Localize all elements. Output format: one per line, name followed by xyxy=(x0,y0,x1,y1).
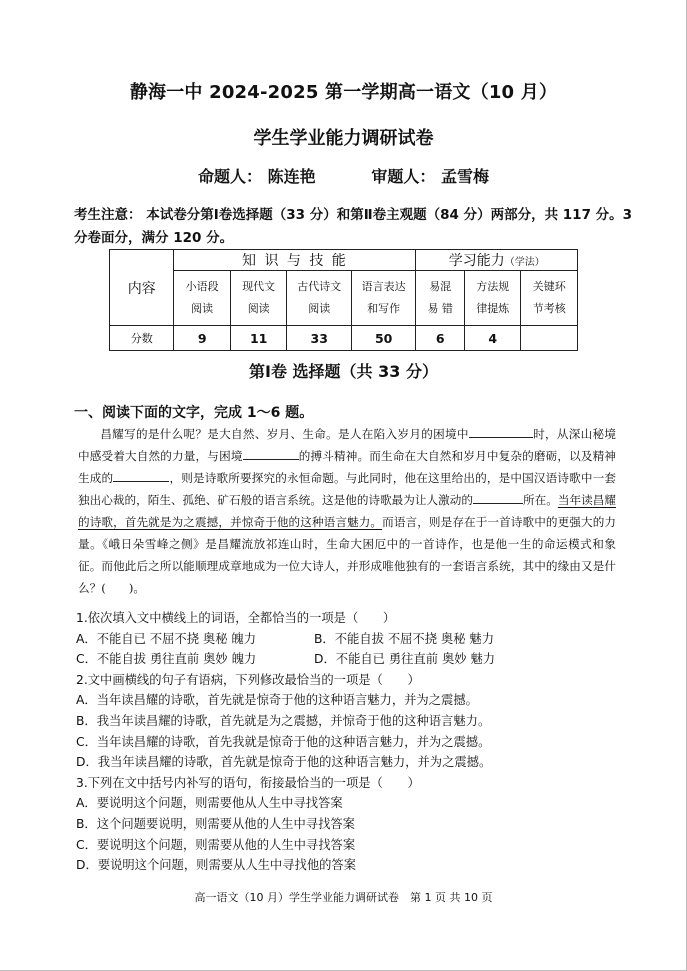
table-col-header: 古代诗文 阅读 xyxy=(287,271,351,326)
ability-label: 学习能力 xyxy=(448,253,505,269)
passage-text: 时，从深山秘境中感受着大自然的力量，与困境 xyxy=(78,427,616,463)
passage-text: 昌耀写的是什么呢？是大自然、岁月、生命。是人在陷入岁月的困境中 xyxy=(100,427,469,441)
passage-text: 的搏斗精神。而生命在大自然和岁月中复杂的磨砺，以及精神生成的 xyxy=(78,449,616,485)
table-col-header: 易混 易 错 xyxy=(416,271,465,326)
table-score-cell: 4 xyxy=(464,326,520,351)
fill-blank xyxy=(113,469,169,482)
underlined-sentence: 当年读昌耀的诗歌，首先就是为之震撼，并惊奇于他的这种语言魅力。 xyxy=(78,493,616,529)
fill-blank xyxy=(469,425,533,438)
reviewer-label: 审题人： xyxy=(371,167,436,186)
passage-text: ，则是诗歌所要探究的永恒命题。与此同时，他在这里给出的，是中国汉语诗歌中一套独出心裁的，陌生、孤绝、矿石般的语言系统。这是他的诗歌最为让人激动的 xyxy=(78,471,616,507)
option-a[interactable]: A．当年读昌耀的诗歌，首先就是惊奇于他的这种语言魅力，并为之震撼。 xyxy=(76,693,478,708)
section-title: 第Ⅰ卷 选择题（共 33 分） xyxy=(249,362,438,381)
option-a[interactable]: A．要说明这个问题，则需要他从人生中寻找答案 xyxy=(76,796,343,811)
table-score-cell: 11 xyxy=(230,326,287,351)
table-score-label: 分数 xyxy=(110,326,174,351)
option-a[interactable]: A．不能自已 不屈不挠 奥秘 魄力 xyxy=(76,631,256,646)
option-d[interactable]: D．我当年读昌耀的诗歌，首先就是惊奇于他的这种语言魅力，并为之震撼。 xyxy=(76,755,492,770)
option-row xyxy=(76,629,636,650)
passage-text: 而语言，则是存在于一首诗歌中的更强大的力量。《峨日朵雪峰之侧》是昌耀流放祁连山时，生命大困厄中的一首诗作，也是他一生的命运模式和象征。而他此后之所以能顺理成章地成为一位大诗人，并形成唯他独有的一套语言系统，其中的缘由又是什么？( )。 xyxy=(78,515,616,595)
score-distribution-table xyxy=(109,249,578,351)
option-b[interactable]: B．这个问题要说明，则需要从他的人生中寻找答案 xyxy=(76,816,355,831)
page-footer: 高一语文（10 月）学生学业能力调研试卷 第 1 页 共 10 页 xyxy=(194,891,493,904)
table-col-header: 语言表达 和写作 xyxy=(351,271,415,326)
ability-note: （学法） xyxy=(504,257,545,268)
option-c[interactable]: C．当年读昌耀的诗歌，首先我就是惊奇于他的这种语言魅力，并为之震撼。 xyxy=(76,734,491,749)
table-col-header: 方法规 律提炼 xyxy=(464,271,520,326)
option-b[interactable]: B．我当年读昌耀的诗歌，首先就是为之震撼，并惊奇于他的这种语言魅力。 xyxy=(76,713,491,728)
option-d[interactable]: D．不能自已 勇往直前 奥妙 魅力 xyxy=(314,652,496,667)
table-row-label: 内容 xyxy=(110,250,174,326)
fill-blank xyxy=(243,447,299,460)
option-d[interactable]: D．要说明这个问题，则需要从人生中寻找他的答案 xyxy=(76,858,357,873)
question-stem: 3.下列在文中括号内补写的语句，衔接最恰当的一项是（ ） xyxy=(76,775,420,790)
fill-blank xyxy=(473,491,523,504)
exam-subtitle: 学生学业能力调研试卷 xyxy=(253,128,434,149)
option-c[interactable]: C．要说明这个问题，则需要从他的人生中寻找答案 xyxy=(76,837,356,852)
table-score-cell: 9 xyxy=(174,326,230,351)
option-row xyxy=(76,649,636,670)
table-score-cell: 50 xyxy=(351,326,415,351)
table-group-knowledge: 知 识 与 技 能 xyxy=(174,250,416,271)
reading-passage xyxy=(78,423,616,599)
exam-notice: 考生注意： 本试卷分第Ⅰ卷选择题（33 分）和第Ⅱ卷主观题（84 分）两部分，共 117 分。3 分卷面分，满分 120 分。 xyxy=(74,207,633,246)
author-line xyxy=(0,164,687,187)
passage-text: 所在。 xyxy=(523,493,558,507)
table-col-header: 现代文 阅读 xyxy=(230,271,287,326)
question-list xyxy=(76,608,636,876)
question-stem: 1.依次填入文中横线上的词语，全都恰当的一项是（ ） xyxy=(76,611,396,625)
table-score-cell: 33 xyxy=(287,326,351,351)
reviewer-name: 孟雪梅 xyxy=(440,167,489,186)
table-score-cell: 6 xyxy=(416,326,465,351)
exam-title: 静海一中 2024-2025 第一学期高一语文（10 月） xyxy=(129,82,558,103)
table-score-cell xyxy=(521,326,578,351)
question-stem: 2.文中画横线的句子有语病，下列修改最恰当的一项是（ ） xyxy=(76,672,420,687)
table-group-ability xyxy=(416,250,578,271)
table-col-header: 小语段 阅读 xyxy=(174,271,230,326)
author-label: 命题人： xyxy=(198,167,263,186)
table-col-header: 关键环 节考核 xyxy=(521,271,578,326)
option-c[interactable]: C．不能自拔 勇往直前 奥妙 魄力 xyxy=(76,652,257,667)
option-b[interactable]: B．不能自拔 不屈不挠 奥秘 魅力 xyxy=(314,631,495,646)
author-name: 陈连艳 xyxy=(267,167,316,186)
question-group-heading: 一、阅读下面的文字，完成 1～6 题。 xyxy=(74,405,314,421)
